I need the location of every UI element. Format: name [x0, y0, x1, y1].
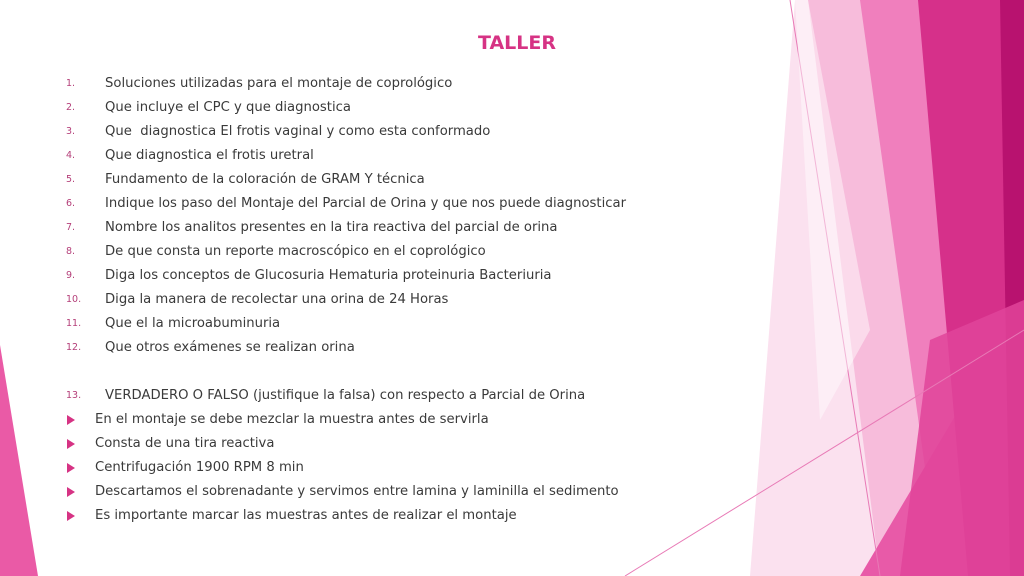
arrow-bullet-icon — [67, 463, 75, 473]
list-number: 8. — [66, 246, 76, 257]
list-text: Que el la microabuminuria — [105, 316, 281, 331]
list-text: Fundamento de la coloración de GRAM Y técnica — [105, 172, 425, 187]
list-text: Que diagnostica el frotis uretral — [105, 148, 314, 163]
bullet-text: Descartamos el sobrenadante y servimos entre lamina y laminilla el sedimento — [95, 484, 619, 499]
list-number: 9. — [66, 270, 76, 281]
list-number: 2. — [66, 102, 76, 113]
list-number: 13. — [66, 390, 82, 401]
bullet-text: Es importante marcar las muestras antes de realizar el montaje — [95, 508, 517, 523]
list-number: 1. — [66, 78, 76, 89]
arrow-bullet-icon — [67, 439, 75, 449]
list-text: Que diagnostica El frotis vaginal y como esta conformado — [105, 124, 491, 139]
arrow-bullet-icon — [67, 511, 75, 521]
slide-title: TALLER — [477, 32, 556, 54]
list-text: Que incluye el CPC y que diagnostica — [105, 100, 351, 115]
bullet-text: Centrifugación 1900 RPM 8 min — [95, 460, 304, 475]
list-number: 5. — [66, 174, 76, 185]
left-edge-facet — [0, 345, 38, 576]
list-number: 4. — [66, 150, 76, 161]
list-text: Diga los conceptos de Glucosuria Hematuria proteinuria Bacteriuria — [105, 268, 552, 283]
arrow-bullet-icon — [67, 415, 75, 425]
bullet-text: Consta de una tira reactiva — [95, 436, 275, 451]
list-number: 6. — [66, 198, 76, 209]
list-text: Diga la manera de recolectar una orina de 24 Horas — [105, 292, 449, 307]
list-number: 3. — [66, 126, 76, 137]
list-text: De que consta un reporte macroscópico en el coprológico — [105, 244, 486, 259]
list-text: Indique los paso del Montaje del Parcial de Orina y que nos puede diagnosticar — [105, 196, 627, 211]
arrow-bullet-icon — [67, 487, 75, 497]
list-number: 11. — [66, 318, 82, 329]
list-text: Que otros exámenes se realizan orina — [105, 340, 355, 355]
list-text: Nombre los analitos presentes en la tira reactiva del parcial de orina — [105, 220, 558, 235]
list-number: 10. — [66, 294, 82, 305]
list-text: VERDADERO O FALSO (justifique la falsa) con respecto a Parcial de Orina — [105, 388, 586, 403]
list-number: 12. — [66, 342, 82, 353]
bullet-text: En el montaje se debe mezclar la muestra antes de servirla — [95, 412, 489, 427]
list-number: 7. — [66, 222, 76, 233]
list-text: Soluciones utilizadas para el montaje de coprológico — [105, 76, 453, 91]
